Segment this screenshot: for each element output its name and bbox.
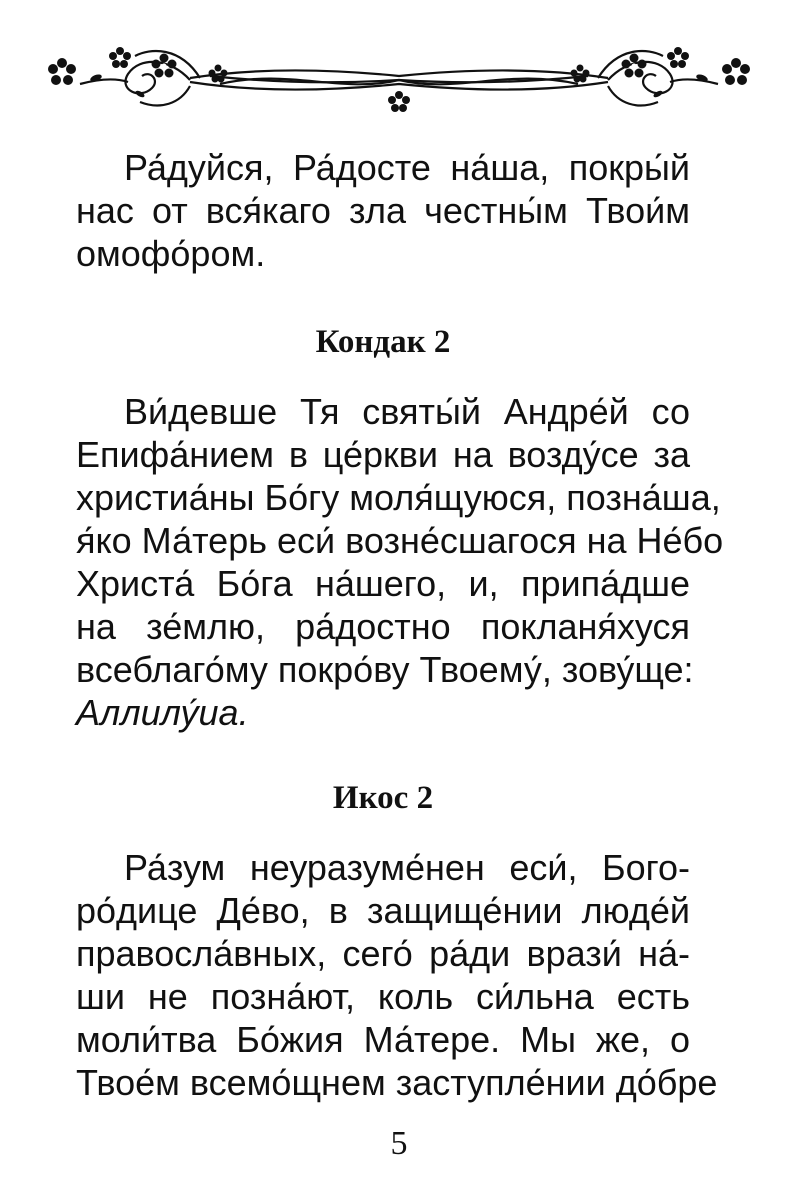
page-number: 5 [390, 1125, 408, 1162]
text-line: Ви́девше Тя святы́й Андре́й со [124, 391, 690, 432]
ikos-heading: Икос 2 [332, 780, 434, 816]
header-ornament [40, 38, 758, 118]
text-line: всеблаго́му покро́ву Твоему́, зову́ще: [76, 649, 694, 690]
refrain-alleluia: Аллилу́иа. [76, 692, 249, 733]
text-line: моли́тва Бо́жия Ма́тере. Мы же, о [76, 1019, 690, 1060]
kondak-heading: Кондак 2 [315, 324, 451, 360]
text-line: омофо́ром. [76, 233, 266, 274]
text-line: я́ко Ма́терь еси́ возне́сшагося на Не́бо [76, 520, 724, 561]
text-line: Ра́зум неуразуме́нен еси́, Бого- [124, 847, 690, 888]
text-line: нас от вся́каго зла честны́м Твои́м [76, 190, 690, 231]
text-line: ши не позна́ют, коль си́льна есть [76, 976, 690, 1017]
verse-block-1 [76, 146, 690, 275]
text-line: Ра́дуйся, Ра́досте на́ша, покры́й [124, 147, 690, 188]
text-line: правосла́вных, сего́ ра́ди врази́ на́- [76, 933, 690, 974]
text-line: христиа́ны Бо́гу моля́щуюся, позна́ша, [76, 477, 721, 518]
text-line: Епифа́нием в це́ркви на возду́се за [76, 434, 690, 475]
text-line: Твое́м всемо́щнем заступле́нии до́бре [76, 1062, 718, 1103]
ikos-body [76, 846, 718, 1104]
text-line: Христа́ Бо́га на́шего, и, припа́дше [76, 563, 690, 604]
text-line: ро́дице Де́во, в защище́нии люде́й [76, 890, 690, 931]
text-line: на зе́млю, ра́достно покланя́хуся [76, 606, 690, 647]
kondak-body [76, 390, 724, 734]
